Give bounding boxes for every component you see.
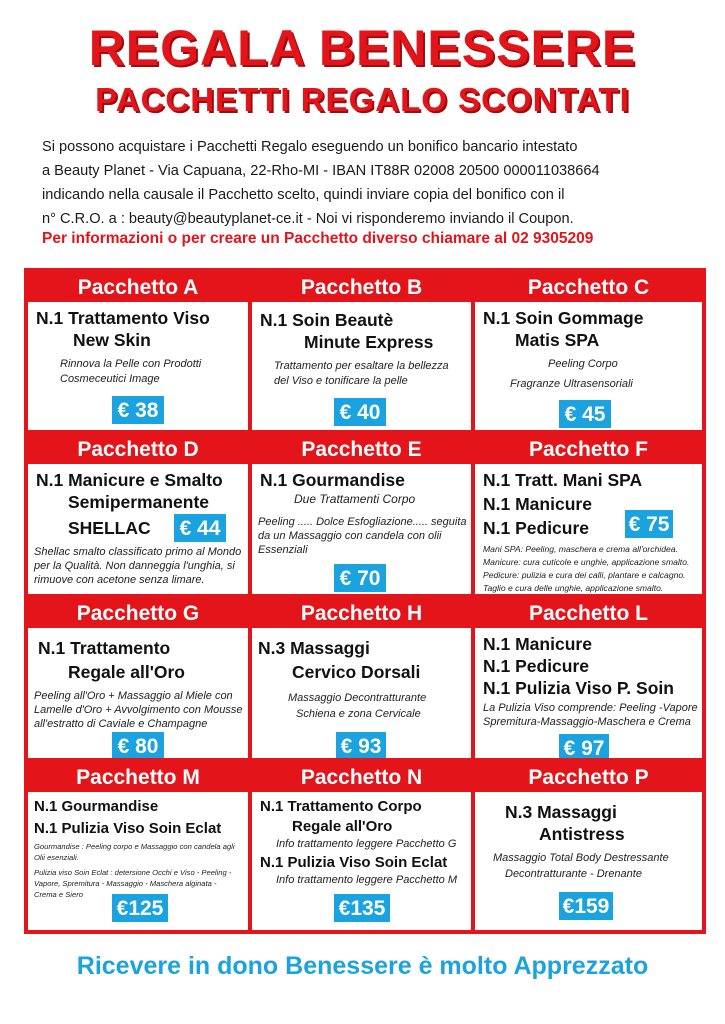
price-badge: € 44 bbox=[174, 514, 226, 542]
package-name: Pacchetto D bbox=[28, 434, 248, 464]
package-e bbox=[252, 434, 471, 594]
package-m bbox=[28, 762, 248, 930]
package-n bbox=[252, 762, 471, 930]
package-line: New Skin bbox=[73, 330, 151, 350]
package-description: Info trattamento leggere Pacchetto M bbox=[276, 874, 457, 886]
packages-grid bbox=[24, 268, 706, 934]
package-description: Vapore, Spremitura - Massaggio - Maschera alginata - bbox=[34, 879, 217, 888]
price-badge: €125 bbox=[112, 894, 168, 922]
package-line: Cervico Dorsali bbox=[292, 662, 421, 682]
intro-line: n° C.R.O. a : beauty@beautyplanet-ce.it - Noi vi risponderemo inviando il Coupon. bbox=[42, 211, 574, 227]
package-line: Antistress bbox=[539, 824, 625, 844]
package-line: N.1 Soin Beautè bbox=[260, 310, 394, 330]
package-description: Massaggio Total Body Destressante bbox=[493, 852, 669, 864]
package-line: N.1 Manicure e Smalto bbox=[36, 470, 223, 490]
package-description: Pulizia viso Soin Eclat : detersione Occhi e Viso - Peeling - bbox=[34, 868, 232, 877]
package-description: Peeling all'Oro + Massaggio al Miele con bbox=[34, 690, 233, 702]
package-line: Matis SPA bbox=[515, 330, 600, 350]
package-description: La Pulizia Viso comprende: Peeling -Vapore bbox=[483, 702, 698, 714]
package-name: Pacchetto A bbox=[28, 272, 248, 302]
package-description: Crema e Siero bbox=[34, 890, 83, 899]
package-description: per la Qualità. Non danneggia l'unghia, si bbox=[34, 560, 235, 572]
intro-line: Si possono acquistare i Pacchetti Regalo eseguendo un bonifico bancario intestato bbox=[42, 139, 578, 155]
intro-text bbox=[42, 135, 702, 231]
package-description: Peeling ..... Dolce Esfogliazione..... seguita bbox=[258, 516, 467, 528]
package-description: Peeling Corpo bbox=[548, 358, 618, 370]
package-description: Lamelle d'Oro + Avvolgimento con Mousse bbox=[34, 704, 243, 716]
package-name: Pacchetto L bbox=[475, 598, 702, 628]
package-f bbox=[475, 434, 702, 594]
package-description: Decontratturante - Drenante bbox=[505, 868, 642, 880]
package-description: Shellac smalto classificato primo al Mondo bbox=[34, 546, 242, 558]
package-line: N.1 Pulizia Viso Soin Eclat bbox=[34, 820, 222, 837]
package-description: Rinnova la Pelle con Prodotti bbox=[60, 358, 202, 370]
package-description: Mani SPA: Peeling, maschera e crema all'orchidea. bbox=[483, 544, 678, 554]
price-badge: € 93 bbox=[336, 732, 386, 758]
package-description: rimuove con acetone senza limare. bbox=[34, 574, 205, 586]
package-description: Taglio e cura delle unghie, applicazione smalto. bbox=[483, 583, 664, 593]
package-name: Pacchetto C bbox=[475, 272, 702, 302]
package-line: N.1 Pedicure bbox=[483, 656, 590, 676]
package-line: N.1 Manicure bbox=[483, 634, 592, 654]
price-badge: € 80 bbox=[112, 732, 164, 758]
package-description: Trattamento per esaltare la bellezza bbox=[274, 360, 449, 372]
package-description: del Viso e tonificare la pelle bbox=[274, 375, 408, 387]
package-description: da un Massaggio con candela con olii bbox=[258, 530, 442, 542]
package-description: Due Trattamenti Corpo bbox=[294, 492, 416, 506]
package-line: N.1 Manicure bbox=[483, 494, 592, 514]
package-line: Minute Express bbox=[304, 332, 434, 352]
package-name: Pacchetto E bbox=[252, 434, 471, 464]
package-c bbox=[475, 272, 702, 430]
price-badge: € 45 bbox=[559, 400, 611, 428]
package-line: N.1 Pulizia Viso Soin Eclat bbox=[260, 854, 448, 871]
package-line: N.3 Massaggi bbox=[258, 638, 370, 658]
package-name: Pacchetto G bbox=[28, 598, 248, 628]
package-description: Info trattamento leggere Pacchetto G bbox=[276, 838, 457, 850]
package-description: Spremitura-Massaggio-Maschera e Crema bbox=[483, 716, 691, 728]
package-description: Pedicure: pulizia e cura dei calli, plantare e calcagno. bbox=[483, 570, 686, 580]
package-description: Essenziali bbox=[258, 544, 308, 556]
package-line: SHELLAC bbox=[68, 518, 151, 538]
package-name: Pacchetto M bbox=[28, 762, 248, 792]
package-name: Pacchetto B bbox=[252, 272, 471, 302]
package-line: N.1 Pulizia Viso P. Soin bbox=[483, 678, 674, 698]
package-line: N.1 Soin Gommage bbox=[483, 308, 644, 328]
package-b bbox=[252, 272, 471, 430]
price-badge: €159 bbox=[559, 892, 613, 920]
price-badge: € 97 bbox=[559, 734, 609, 758]
package-h bbox=[252, 598, 471, 758]
package-description: Schiena e zona Cervicale bbox=[296, 708, 421, 720]
package-line: Semipermanente bbox=[68, 492, 210, 512]
intro-line: indicando nella causale il Pacchetto scelto, quindi inviare copia del bonifico con il bbox=[42, 187, 565, 203]
package-line: N.1 Pedicure bbox=[483, 518, 590, 538]
package-description: Cosmeceutici Image bbox=[60, 373, 160, 385]
package-name: Pacchetto F bbox=[475, 434, 702, 464]
package-a bbox=[28, 272, 248, 430]
package-name: Pacchetto N bbox=[252, 762, 471, 792]
price-badge: € 40 bbox=[334, 398, 386, 426]
package-line: N.1 Tratt. Mani SPA bbox=[483, 470, 643, 490]
package-g bbox=[28, 598, 248, 758]
package-line: N.1 Trattamento Corpo bbox=[260, 798, 422, 815]
package-description: Fragranze Ultrasensoriali bbox=[510, 378, 633, 390]
package-line: N.1 Trattamento bbox=[38, 638, 171, 658]
package-description: Gourmandise : Peeling corpo e Massaggio con candela agli bbox=[34, 842, 235, 851]
page-subtitle: PACCHETTI REGALO SCONTATI bbox=[95, 81, 630, 118]
footer-slogan: Ricevere in dono Benessere è molto Apprezzato bbox=[76, 952, 649, 980]
package-line: Regale all'Oro bbox=[68, 662, 185, 682]
package-line: N.3 Massaggi bbox=[505, 802, 617, 822]
price-badge: €135 bbox=[334, 894, 390, 922]
package-description: Manicure: cura cuticole e unghie, applicazione smalto. bbox=[483, 557, 690, 567]
package-l bbox=[475, 598, 702, 758]
package-name: Pacchetto P bbox=[475, 762, 702, 792]
package-line: N.1 Gourmandise bbox=[260, 470, 405, 490]
package-d bbox=[28, 434, 248, 594]
package-description: Olii esenziali. bbox=[34, 853, 79, 862]
price-badge: € 70 bbox=[334, 564, 386, 592]
package-description: all'estratto di Caviale e Champagne bbox=[34, 718, 208, 730]
info-line: Per informazioni o per creare un Pacchetto diverso chiamare al 02 9305209 bbox=[42, 230, 594, 247]
package-description: Massaggio Decontratturante bbox=[288, 692, 427, 704]
package-name: Pacchetto H bbox=[252, 598, 471, 628]
package-p bbox=[475, 762, 702, 930]
price-badge: € 75 bbox=[625, 510, 673, 538]
package-line: Regale all'Oro bbox=[292, 818, 393, 835]
package-line: N.1 Gourmandise bbox=[34, 798, 159, 815]
package-line: N.1 Trattamento Viso bbox=[36, 308, 210, 328]
price-badge: € 38 bbox=[112, 396, 164, 424]
page-title: REGALA BENESSERE bbox=[88, 20, 637, 76]
intro-line: a Beauty Planet - Via Capuana, 22-Rho-MI - IBAN IT88R 02008 20500 000011038664 bbox=[42, 163, 600, 179]
